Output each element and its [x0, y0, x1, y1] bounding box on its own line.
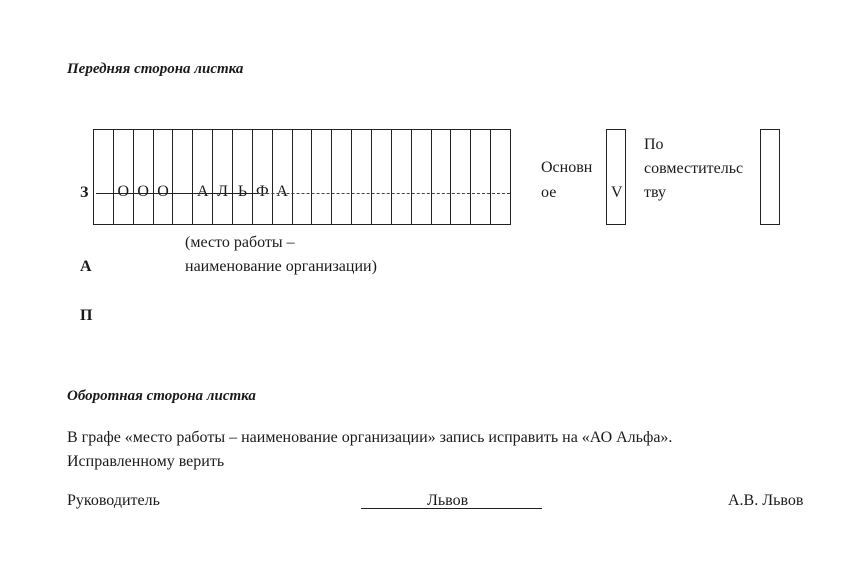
letter-cell — [272, 130, 292, 224]
letter-cell — [311, 130, 331, 224]
verified-text: Исправленному верить — [67, 453, 225, 470]
part-time-label-line3: тву — [644, 184, 666, 201]
letter-cell — [113, 130, 133, 224]
letter-char: О — [157, 183, 169, 200]
letter-cell — [292, 130, 312, 224]
back-side-heading: Оборотная сторона листка — [67, 388, 256, 404]
letter-char: О — [117, 183, 130, 200]
letter-cell — [470, 130, 490, 224]
check-mark: V — [611, 184, 623, 201]
letter-cell — [153, 130, 173, 224]
correction-text: В графе «место работы – наименование организации» запись исправить на «АО Альфа». — [67, 429, 673, 446]
letter-cell — [172, 130, 192, 224]
main-job-label-line2: ое — [541, 184, 557, 201]
letter-cell — [232, 130, 252, 224]
letter-cell — [411, 130, 431, 224]
letter-char: Л — [217, 183, 229, 200]
letter-cell — [212, 130, 232, 224]
front-side-heading: Передняя сторона листка — [67, 61, 244, 77]
signer-role: Руководитель — [67, 492, 160, 509]
letter-cell — [331, 130, 351, 224]
letter-cell — [133, 130, 153, 224]
signature: Львов — [427, 492, 469, 509]
letter-cell — [391, 130, 411, 224]
part-time-checkbox — [760, 129, 780, 225]
signer-name: А.В. Львов — [728, 492, 804, 509]
letter-char: Ф — [255, 183, 269, 200]
workplace-letter-boxes — [93, 129, 511, 225]
letter-char: А — [276, 183, 288, 200]
part-time-label-line2: совместительс — [644, 160, 744, 177]
letter-cell — [351, 130, 371, 224]
row-letter-z: З — [80, 184, 89, 201]
letter-cell — [431, 130, 451, 224]
signature-line — [361, 508, 542, 509]
row-letter-p: П — [80, 307, 93, 324]
letter-cell — [450, 130, 470, 224]
letter-cell — [192, 130, 212, 224]
workplace-caption-line1: (место работы – — [185, 234, 295, 251]
part-time-label-line1: По — [644, 136, 664, 153]
letter-char: А — [196, 183, 209, 200]
letter-cell — [371, 130, 391, 224]
letter-cell — [252, 130, 272, 224]
workplace-caption-line2: наименование организации) — [185, 258, 377, 275]
letter-cell — [94, 130, 113, 224]
main-job-checkbox — [606, 129, 626, 225]
letter-char: Ь — [237, 183, 248, 200]
row-letter-a: А — [80, 258, 92, 275]
letter-cell — [490, 130, 510, 224]
main-job-label-line1: Основн — [541, 159, 593, 176]
letter-char: О — [137, 183, 149, 200]
strikethrough-line — [96, 193, 258, 194]
